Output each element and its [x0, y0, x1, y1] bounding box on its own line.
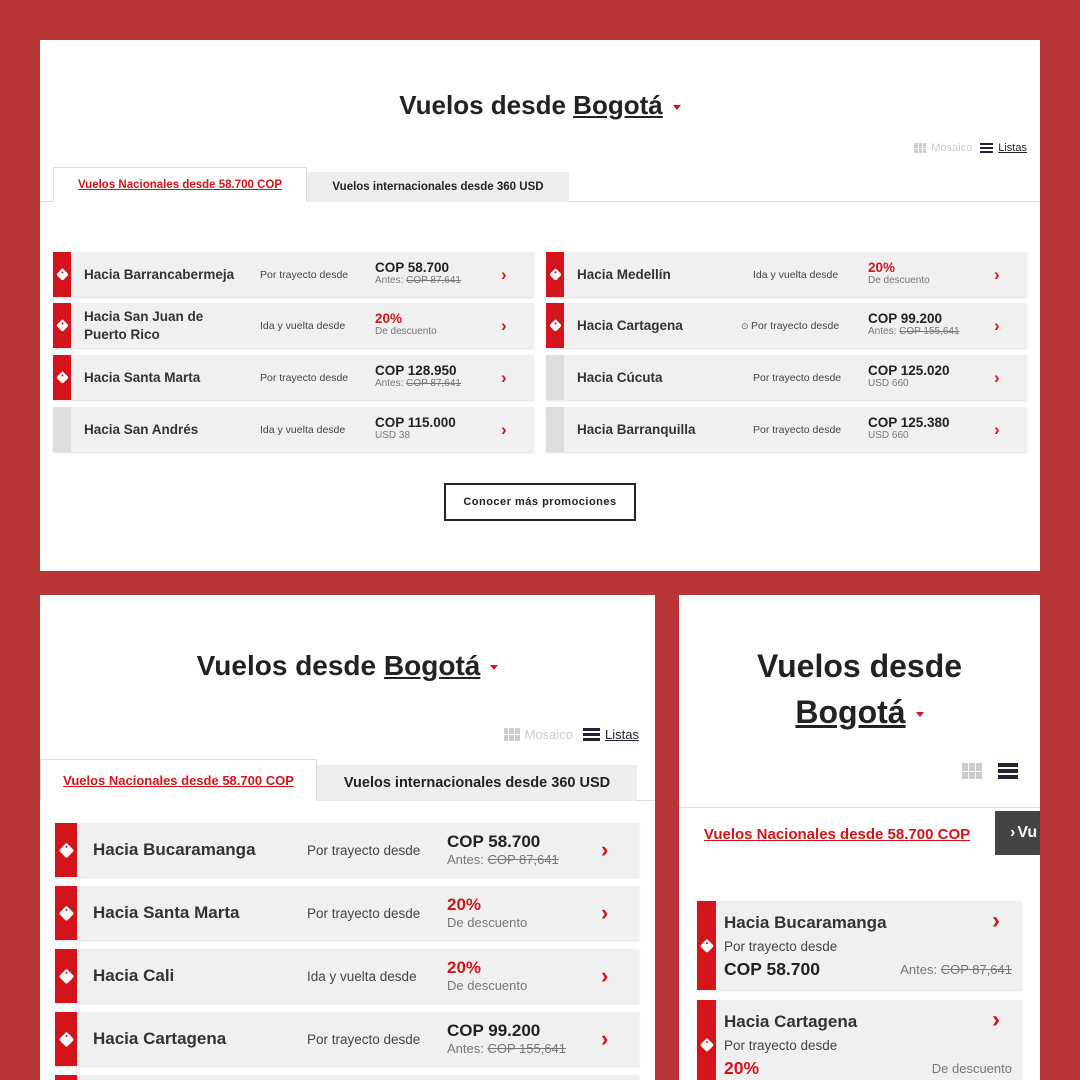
list-view-button[interactable]	[980, 142, 1027, 154]
fare-type: Por trayecto desde	[260, 371, 349, 384]
destination: Hacia San Juan de Puerto Rico	[84, 308, 204, 342]
tab-national-label: Vuelos Nacionales desde 58.700 COP	[77, 178, 283, 191]
price-sub: Antes: COP 155,641	[868, 326, 960, 337]
route-card-partial[interactable]	[55, 1075, 639, 1080]
plain-stripe	[53, 407, 71, 452]
tab-national[interactable]	[53, 167, 307, 202]
route-card[interactable]	[53, 407, 534, 452]
page-title	[40, 90, 1040, 121]
list-label: Listas	[998, 142, 1027, 154]
fare-type: Por trayecto desde	[724, 1038, 838, 1053]
promo-stripe	[55, 949, 77, 1003]
chevron-right-icon[interactable]: ›	[601, 900, 609, 925]
tag-icon	[549, 319, 562, 332]
price-sub: De descuento	[375, 326, 437, 337]
destination: Hacia Barranquilla	[577, 422, 696, 437]
mosaic-view-button[interactable]	[914, 142, 972, 154]
route-card[interactable]	[55, 1012, 639, 1066]
route-card[interactable]	[546, 252, 1027, 297]
price-block	[375, 260, 461, 286]
page-title	[679, 643, 1040, 735]
promo-stripe	[546, 252, 564, 297]
chevron-right-icon: ›	[1010, 824, 1016, 841]
list-label: Listas	[605, 727, 639, 742]
view-toggle	[504, 727, 639, 742]
destination: Hacia San Andrés	[84, 422, 199, 437]
city-selector[interactable]: Bogotá	[795, 694, 906, 730]
plain-stripe	[546, 407, 564, 452]
city-selector[interactable]: Bogotá	[573, 90, 663, 120]
tab-bar	[40, 759, 655, 801]
price-main: COP 58.700	[447, 832, 541, 851]
tag-icon	[58, 968, 74, 984]
destination: Hacia Santa Marta	[93, 903, 240, 922]
price-main: 20%	[375, 311, 403, 326]
price-sub: USD 660	[868, 430, 909, 441]
tab-international-label: Vu	[1017, 824, 1038, 841]
fare-type: Por trayecto desde	[260, 268, 349, 281]
chevron-right-icon[interactable]: ›	[992, 1006, 1000, 1033]
price-main: 20%	[724, 1058, 760, 1078]
price-main: COP 99.200	[868, 311, 943, 326]
route-card[interactable]	[53, 252, 534, 297]
grid-icon	[962, 763, 982, 779]
mosaic-view-button[interactable]	[504, 727, 573, 742]
tab-national[interactable]	[679, 808, 995, 860]
price-sub: Antes: COP 87,641	[375, 275, 461, 286]
promo-stripe	[55, 886, 77, 940]
route-card[interactable]	[53, 303, 534, 348]
tag-icon	[56, 371, 69, 384]
chevron-right-icon[interactable]: ›	[501, 264, 507, 284]
tab-international[interactable]	[307, 172, 569, 202]
promo-stripe	[53, 355, 71, 400]
chevron-right-icon[interactable]: ›	[601, 963, 609, 988]
view-toggle	[962, 763, 1018, 779]
title-prefix: Vuelos desde	[399, 90, 566, 120]
tag-icon	[549, 268, 562, 281]
price-block	[868, 311, 960, 337]
price-main: COP 58.700	[724, 959, 820, 979]
price-block	[868, 260, 930, 286]
promo-stripe	[697, 1000, 716, 1080]
list-icon	[583, 728, 600, 741]
fare-type: Ida y vuelta desde	[307, 968, 417, 984]
route-card[interactable]	[53, 355, 534, 400]
tag-icon	[699, 938, 713, 952]
promo-stripe	[55, 823, 77, 877]
fare-type: Ida y vuelta desde	[753, 268, 839, 281]
route-card[interactable]	[55, 886, 639, 940]
grid-icon	[914, 143, 926, 153]
fare-type: Por trayecto desde	[753, 423, 842, 436]
destination: Hacia Cartagena	[724, 1012, 858, 1031]
clock-icon: ⊙	[741, 320, 752, 331]
title-prefix: Vuelos desde	[196, 650, 377, 681]
price-sub: De descuento	[447, 978, 528, 993]
destination: Hacia Cartagena	[577, 318, 683, 333]
tab-national-label: Vuelos Nacionales desde 58.700 COP	[63, 772, 294, 788]
price-main: COP 115.000	[375, 415, 456, 430]
tablet-panel	[40, 595, 655, 1080]
fare-type: Por trayecto desde	[307, 1031, 421, 1047]
tab-bar	[679, 807, 1040, 871]
fare-type: Por trayecto desde	[307, 842, 421, 858]
chevron-right-icon[interactable]: ›	[994, 367, 1000, 387]
price-block	[868, 363, 950, 389]
tab-national-label: Vuelos Nacionales desde 58.700 COP	[703, 825, 971, 843]
price-block	[447, 832, 559, 867]
tag-icon	[56, 319, 69, 332]
chevron-right-icon[interactable]: ›	[992, 907, 1000, 934]
price-block	[375, 415, 456, 441]
caret-down-icon[interactable]	[490, 665, 498, 670]
promo-stripe	[53, 252, 71, 297]
tab-scroll-button[interactable]	[995, 811, 1040, 855]
destination: Hacia Bucaramanga	[93, 840, 256, 859]
price-sub: Antes: COP 155,641	[447, 1041, 567, 1056]
chevron-right-icon[interactable]: ›	[501, 367, 507, 387]
promo-stripe	[53, 303, 71, 348]
tag-icon	[58, 905, 74, 921]
city-selector[interactable]: Bogotá	[383, 650, 481, 681]
destination: Hacia Medellín	[577, 267, 671, 282]
fare-type: Ida y vuelta desde	[260, 423, 346, 436]
tab-bar	[40, 167, 1040, 202]
price-block	[868, 415, 950, 441]
mosaic-view-button[interactable]	[962, 763, 982, 779]
plain-stripe	[546, 355, 564, 400]
promo-stripe	[697, 901, 716, 990]
fare-type: ⊙ Por trayecto desde	[741, 319, 840, 332]
fare-type: Por trayecto desde	[307, 905, 421, 921]
route-card[interactable]	[55, 823, 639, 877]
price-sub: De descuento	[868, 275, 930, 286]
price-main: 20%	[447, 958, 482, 977]
price-main: 20%	[868, 260, 896, 275]
route-card[interactable]	[546, 407, 1027, 452]
promo-stripe	[55, 1075, 77, 1080]
price-sub: USD 660	[868, 378, 909, 389]
title-prefix: Vuelos desde	[756, 648, 963, 684]
mosaic-label: Mosaico	[524, 727, 574, 742]
price-main: COP 99.200	[447, 1021, 541, 1040]
list-icon	[980, 143, 993, 153]
more-promotions-button[interactable]: Conocer más promociones	[444, 483, 636, 521]
destination: Hacia Bucaramanga	[724, 913, 887, 932]
route-card[interactable]	[697, 1000, 1022, 1080]
price-main: 20%	[447, 895, 482, 914]
tag-icon	[58, 842, 74, 858]
tag-icon	[699, 1037, 713, 1051]
route-card[interactable]	[546, 355, 1027, 400]
list-view-button[interactable]	[583, 727, 639, 742]
list-view-button[interactable]	[998, 763, 1018, 779]
chevron-right-icon[interactable]: ›	[601, 837, 609, 862]
price-block	[447, 958, 527, 993]
price-sub: De descuento	[447, 915, 528, 930]
price-main: COP 128.950	[375, 363, 457, 378]
tag-icon	[56, 268, 69, 281]
fare-type: Por trayecto desde	[753, 371, 842, 384]
promo-stripe	[546, 303, 564, 348]
mobile-panel	[679, 595, 1040, 1080]
chevron-right-icon[interactable]: ›	[601, 1026, 609, 1051]
price-block	[375, 363, 461, 389]
fare-type: Por trayecto desde	[724, 939, 838, 954]
page-title	[40, 650, 655, 682]
destination: Hacia Cartagena	[93, 1029, 227, 1048]
price-sub: Antes: COP 87,641	[375, 378, 461, 389]
route-card[interactable]	[55, 949, 639, 1003]
chevron-right-icon[interactable]: ›	[994, 315, 1000, 335]
grid-icon	[504, 728, 520, 741]
tab-international-label: Vuelos internacionales desde 360 USD	[343, 775, 611, 791]
price-sub: De descuento	[931, 1061, 1012, 1076]
tab-international[interactable]	[317, 765, 637, 801]
desktop-panel	[40, 40, 1040, 571]
fare-type: Ida y vuelta desde	[260, 319, 346, 332]
price-sub: Antes: COP 87,641	[900, 962, 1012, 977]
caret-down-icon[interactable]	[673, 105, 681, 110]
tab-international-label: Vuelos internacionales desde 360 USD	[332, 181, 544, 193]
chevron-right-icon[interactable]: ›	[501, 315, 507, 335]
chevron-right-icon[interactable]: ›	[501, 419, 507, 439]
price-block	[375, 311, 437, 337]
price-block	[447, 1021, 566, 1056]
destination: Hacia Santa Marta	[84, 370, 201, 385]
route-card[interactable]	[697, 901, 1022, 990]
price-main: COP 125.020	[868, 363, 950, 378]
price-main: COP 58.700	[375, 260, 450, 275]
view-toggle	[914, 142, 1027, 154]
price-block	[447, 895, 527, 930]
tab-national[interactable]	[40, 759, 317, 801]
price-sub: USD 38	[375, 430, 411, 441]
price-main: COP 125.380	[868, 415, 950, 430]
destination: Hacia Cúcuta	[577, 370, 663, 385]
destination: Hacia Cali	[93, 966, 175, 985]
route-card[interactable]	[546, 303, 1027, 348]
promo-stripe	[55, 1012, 77, 1066]
caret-down-icon[interactable]	[916, 712, 924, 717]
mosaic-label: Mosaico	[931, 142, 973, 154]
list-icon	[998, 763, 1018, 779]
destination: Hacia Barrancabermeja	[84, 267, 235, 282]
price-sub: Antes: COP 87,641	[447, 852, 559, 867]
chevron-right-icon[interactable]: ›	[994, 264, 1000, 284]
chevron-right-icon[interactable]: ›	[994, 419, 1000, 439]
tag-icon	[58, 1031, 74, 1047]
